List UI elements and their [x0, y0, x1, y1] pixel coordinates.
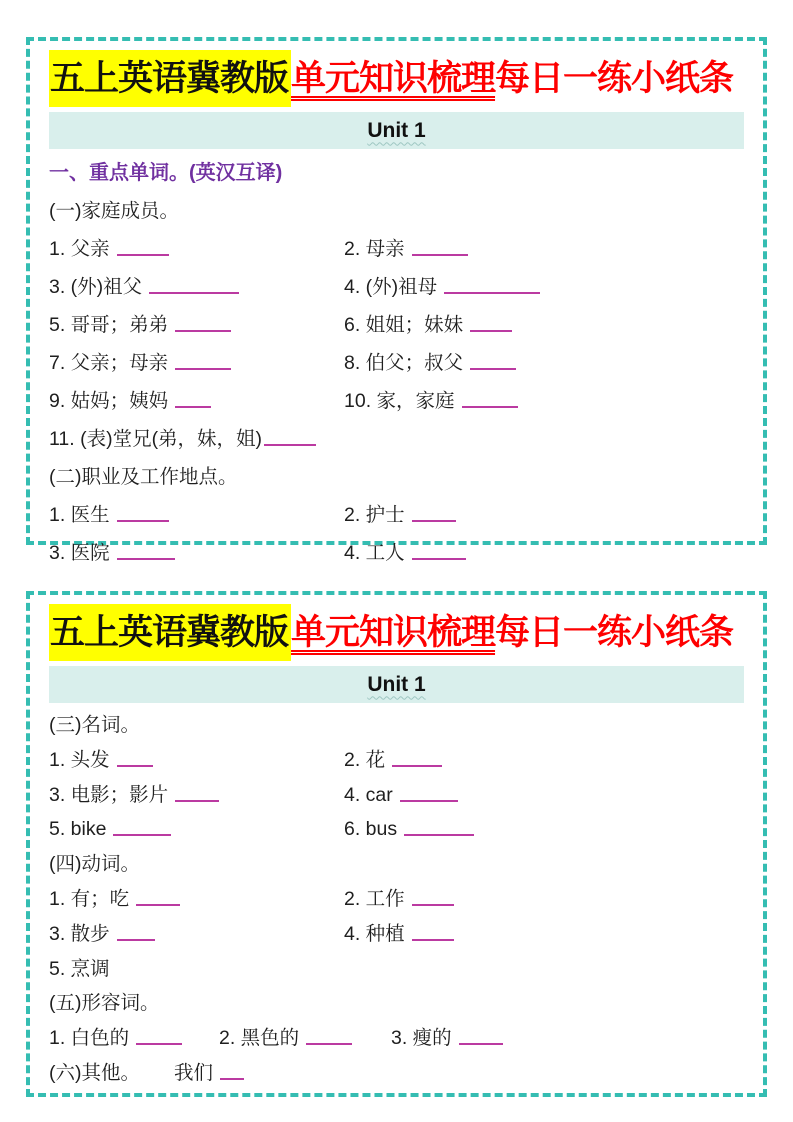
blank-answer-line — [306, 1041, 352, 1045]
item-text: 6. bus — [344, 818, 398, 841]
item-text: 5. 哥哥；弟弟 — [49, 314, 169, 336]
item-text: 1. 医生 — [49, 504, 110, 526]
vocab-row — [49, 306, 744, 344]
section-heading: 一、重点单词。(英汉互译) — [49, 162, 283, 184]
item-text: 8. 伯父；叔父 — [344, 352, 464, 374]
item-text: 3. (外)祖父 — [49, 276, 143, 298]
item-text: 4. (外)祖母 — [344, 276, 438, 298]
subsection-label: (三)名词。 — [49, 714, 140, 736]
list-item — [49, 917, 344, 952]
card-content — [49, 703, 744, 1091]
vocab-row — [49, 230, 744, 268]
blank-answer-line — [459, 1041, 503, 1045]
blank-answer-line — [117, 556, 175, 560]
vocab-row — [49, 534, 744, 572]
blank-answer-line — [264, 442, 316, 446]
blank-answer-line — [412, 252, 468, 256]
title-red-underlined-text: 单元知识梳理 — [291, 613, 496, 652]
item-text: 我们 — [174, 1061, 214, 1084]
worksheet-card-1 — [26, 37, 767, 564]
unit-label: Unit 1 — [367, 672, 426, 696]
list-item — [49, 344, 344, 382]
card-title — [49, 607, 744, 659]
title-highlight-text: 五上英语冀教版 — [49, 604, 291, 661]
vocab-row — [49, 1056, 744, 1091]
item-text: 6. 姐姐；妹妹 — [344, 314, 464, 336]
blank-answer-line — [220, 1076, 244, 1080]
blank-answer-line — [136, 1041, 182, 1045]
list-item — [49, 882, 344, 917]
title-red-text: 每日一练小纸条 — [495, 613, 734, 652]
list-item — [344, 230, 468, 268]
blank-answer-line — [412, 902, 454, 906]
vocab-row — [49, 743, 744, 778]
list-item — [49, 952, 344, 987]
list-item — [391, 1021, 503, 1056]
subsection-label: (四)动词。 — [49, 853, 140, 876]
item-text: 1. 头发 — [49, 748, 110, 771]
list-item — [49, 1021, 219, 1056]
title-red-text: 每日一练小纸条 — [495, 59, 734, 98]
unit-label: Unit 1 — [367, 118, 426, 142]
subsection-label: (六)其他。 — [49, 1061, 140, 1084]
list-item — [344, 882, 454, 917]
item-text: 3. 散步 — [49, 922, 110, 945]
subsection-label: (一)家庭成员。 — [49, 200, 179, 222]
list-item — [344, 306, 512, 344]
list-item — [344, 743, 442, 778]
item-text: 2. 黑色的 — [219, 1027, 300, 1050]
vocab-row — [49, 268, 744, 306]
item-text: 5. bike — [49, 818, 107, 841]
blank-answer-line — [412, 937, 454, 941]
blank-answer-line — [117, 763, 153, 767]
blank-answer-line — [117, 518, 169, 522]
card-content — [49, 149, 744, 572]
item-text: 3. 医院 — [49, 542, 110, 564]
blank-answer-line — [470, 366, 516, 370]
blank-answer-line — [175, 798, 219, 802]
blank-answer-line — [412, 556, 466, 560]
item-text: 2. 工作 — [344, 887, 405, 910]
blank-answer-line — [470, 328, 512, 332]
item-text: 7. 父亲；母亲 — [49, 352, 169, 374]
vocab-row — [49, 778, 744, 813]
subsection-label: (二)职业及工作地点。 — [49, 466, 238, 488]
list-item — [344, 344, 516, 382]
list-item — [344, 382, 518, 420]
vocab-row — [49, 344, 744, 382]
blank-answer-line — [444, 290, 540, 294]
blank-answer-line — [392, 763, 442, 767]
blank-answer-line — [412, 518, 456, 522]
item-text: 11. (表)堂兄(弟，妹，姐) — [49, 428, 263, 450]
list-item — [219, 1021, 391, 1056]
subsection-label: (五)形容词。 — [49, 992, 160, 1015]
worksheet-card-2 — [26, 591, 767, 1097]
list-item — [344, 778, 458, 813]
card-title — [49, 53, 744, 105]
blank-answer-line — [113, 832, 171, 836]
blank-answer-line — [149, 290, 239, 294]
item-text: 1. 白色的 — [49, 1027, 130, 1050]
blank-answer-line — [175, 404, 211, 408]
item-text: 5. 烹调 — [49, 957, 110, 980]
blank-answer-line — [462, 404, 518, 408]
list-item — [344, 496, 456, 534]
list-item — [49, 743, 344, 778]
vocab-row — [49, 952, 744, 987]
vocab-row — [49, 496, 744, 534]
item-text: 3. 电影；影片 — [49, 783, 169, 806]
vocab-row — [49, 382, 744, 420]
item-text: 1. 有；吃 — [49, 887, 130, 910]
vocab-row — [49, 1021, 744, 1056]
list-item — [344, 812, 474, 847]
unit-banner — [49, 666, 744, 703]
vocab-row — [49, 420, 744, 458]
item-text: 10. 家，家庭 — [344, 390, 455, 412]
list-item — [49, 534, 344, 572]
title-red-underlined-text: 单元知识梳理 — [291, 59, 496, 98]
vocab-row — [49, 882, 744, 917]
list-item — [49, 420, 344, 458]
item-text: 1. 父亲 — [49, 238, 110, 260]
item-text: 9. 姑妈；姨妈 — [49, 390, 169, 412]
blank-answer-line — [400, 798, 458, 802]
vocab-row — [49, 917, 744, 952]
item-text: 3. 瘦的 — [391, 1027, 452, 1050]
item-text: 4. car — [344, 783, 393, 806]
item-text: 4. 种植 — [344, 922, 405, 945]
list-item — [49, 268, 344, 306]
list-item — [49, 778, 344, 813]
unit-banner — [49, 112, 744, 149]
list-item — [344, 917, 454, 952]
list-item — [344, 268, 540, 306]
item-text: 2. 母亲 — [344, 238, 405, 260]
blank-answer-line — [175, 366, 231, 370]
list-item — [49, 812, 344, 847]
blank-answer-line — [117, 252, 169, 256]
blank-answer-line — [175, 328, 231, 332]
vocab-row — [49, 812, 744, 847]
list-item — [344, 534, 466, 572]
title-highlight-text: 五上英语冀教版 — [49, 50, 291, 107]
item-text: 4. 工人 — [344, 542, 405, 564]
list-item — [49, 306, 344, 344]
list-item — [49, 230, 344, 268]
item-text: 2. 花 — [344, 748, 386, 771]
blank-answer-line — [136, 902, 180, 906]
item-text: 2. 护士 — [344, 504, 405, 526]
blank-answer-line — [117, 937, 155, 941]
blank-answer-line — [404, 832, 474, 836]
list-item — [174, 1056, 244, 1091]
list-item — [49, 496, 344, 534]
list-item — [49, 382, 344, 420]
